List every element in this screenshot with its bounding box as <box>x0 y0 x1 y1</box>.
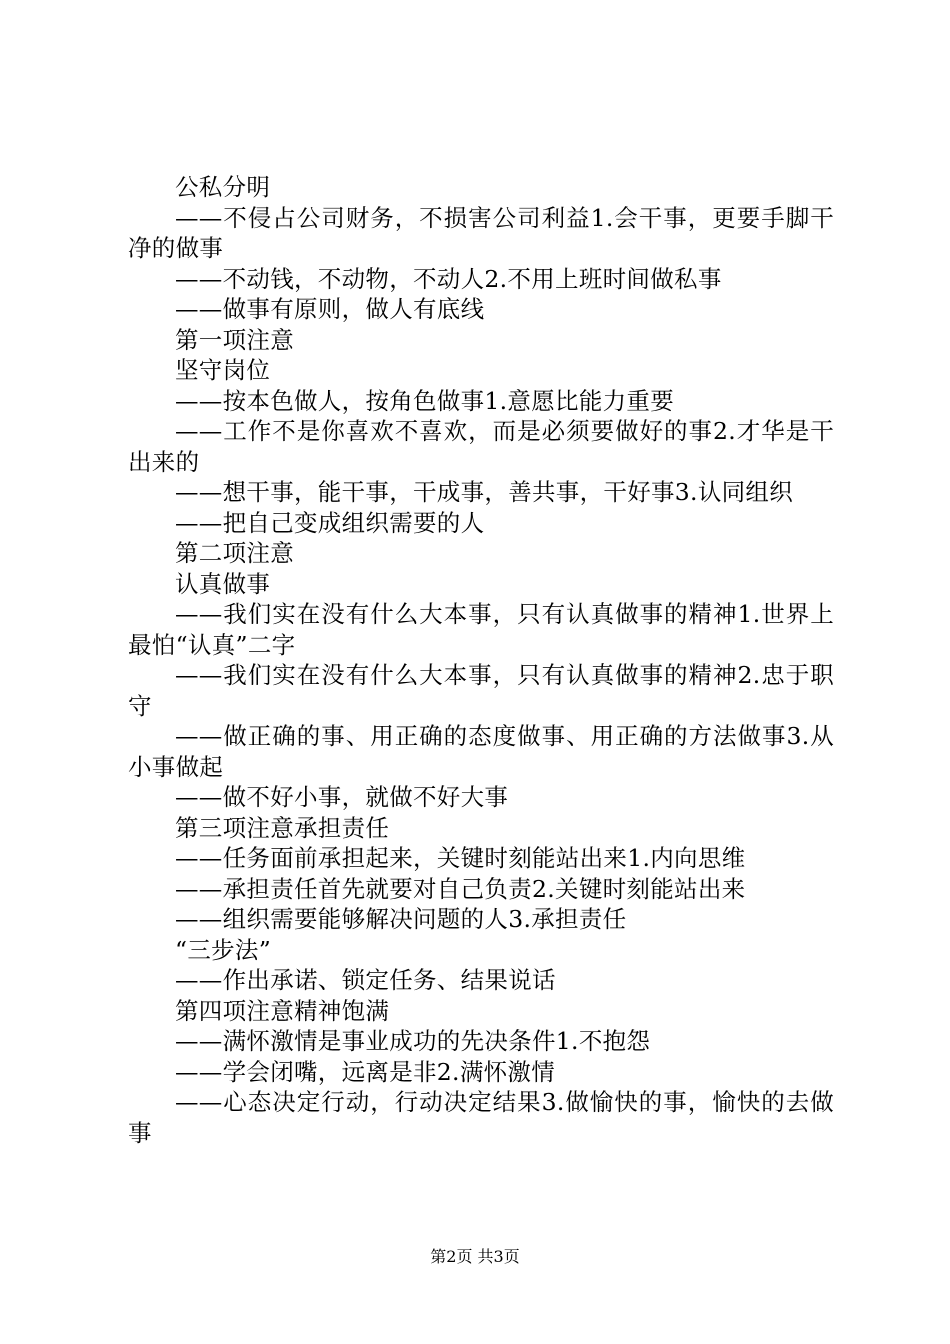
paragraph: ——把自己变成组织需要的人 <box>175 508 485 537</box>
paragraph: ——我们实在没有什么大本事，只有认真做事的精神2.忠于职守 <box>128 661 834 720</box>
page-number: 第2页 共3页 <box>430 1247 520 1266</box>
paragraph: ——我们实在没有什么大本事，只有认真做事的精神1.世界上最怕“认真”二字 <box>128 600 834 659</box>
paragraph: ——承担责任首先就要对自己负责2.关键时刻能站出来 <box>175 874 746 903</box>
paragraph: ——任务面前承担起来，关键时刻能站出来1.内向思维 <box>175 844 746 872</box>
page-footer <box>0 1244 950 1267</box>
section-heading: 第三项注意承担责任 <box>175 813 390 842</box>
paragraph: ——想干事，能干事，干成事，善共事，干好事3.认同组织 <box>175 478 794 506</box>
paragraph: 坚守岗位 <box>175 356 271 384</box>
paragraph: ——心态决定行动，行动决定结果3.做愉快的事，愉快的去做事 <box>128 1088 834 1147</box>
paragraph: ——不动钱，不动物，不动人2.不用上班时间做私事 <box>175 264 722 293</box>
paragraph: ——满怀激情是事业成功的先决条件1.不抱怨 <box>175 1027 651 1055</box>
paragraph: ——作出承诺、锁定任务、结果说话 <box>175 966 556 994</box>
paragraph: 公私分明 <box>175 173 271 201</box>
paragraph: ——做正确的事、用正确的态度做事、用正确的方法做事3.从小事做起 <box>128 722 834 781</box>
paragraph: 认真做事 <box>175 569 271 598</box>
paragraph: ——学会闭嘴，远离是非2.满怀激情 <box>175 1057 556 1086</box>
section-heading: 第二项注意 <box>175 539 294 567</box>
paragraph: ——组织需要能够解决问题的人3.承担责任 <box>175 905 627 933</box>
section-heading: 第四项注意精神饱满 <box>175 996 390 1025</box>
paragraph: “三步法” <box>175 935 272 964</box>
paragraph: ——按本色做人，按角色做事1.意愿比能力重要 <box>175 386 675 415</box>
paragraph: ——做事有原则，做人有底线 <box>175 295 485 323</box>
document-body <box>128 172 834 1148</box>
paragraph: ——工作不是你喜欢不喜欢，而是必须要做好的事2.才华是干出来的 <box>128 417 834 476</box>
paragraph: ——做不好小事，就做不好大事 <box>175 783 509 811</box>
section-heading: 第一项注意 <box>175 325 294 354</box>
paragraph: ——不侵占公司财务，不损害公司利益1.会干事，更要手脚干净的做事 <box>128 203 834 262</box>
